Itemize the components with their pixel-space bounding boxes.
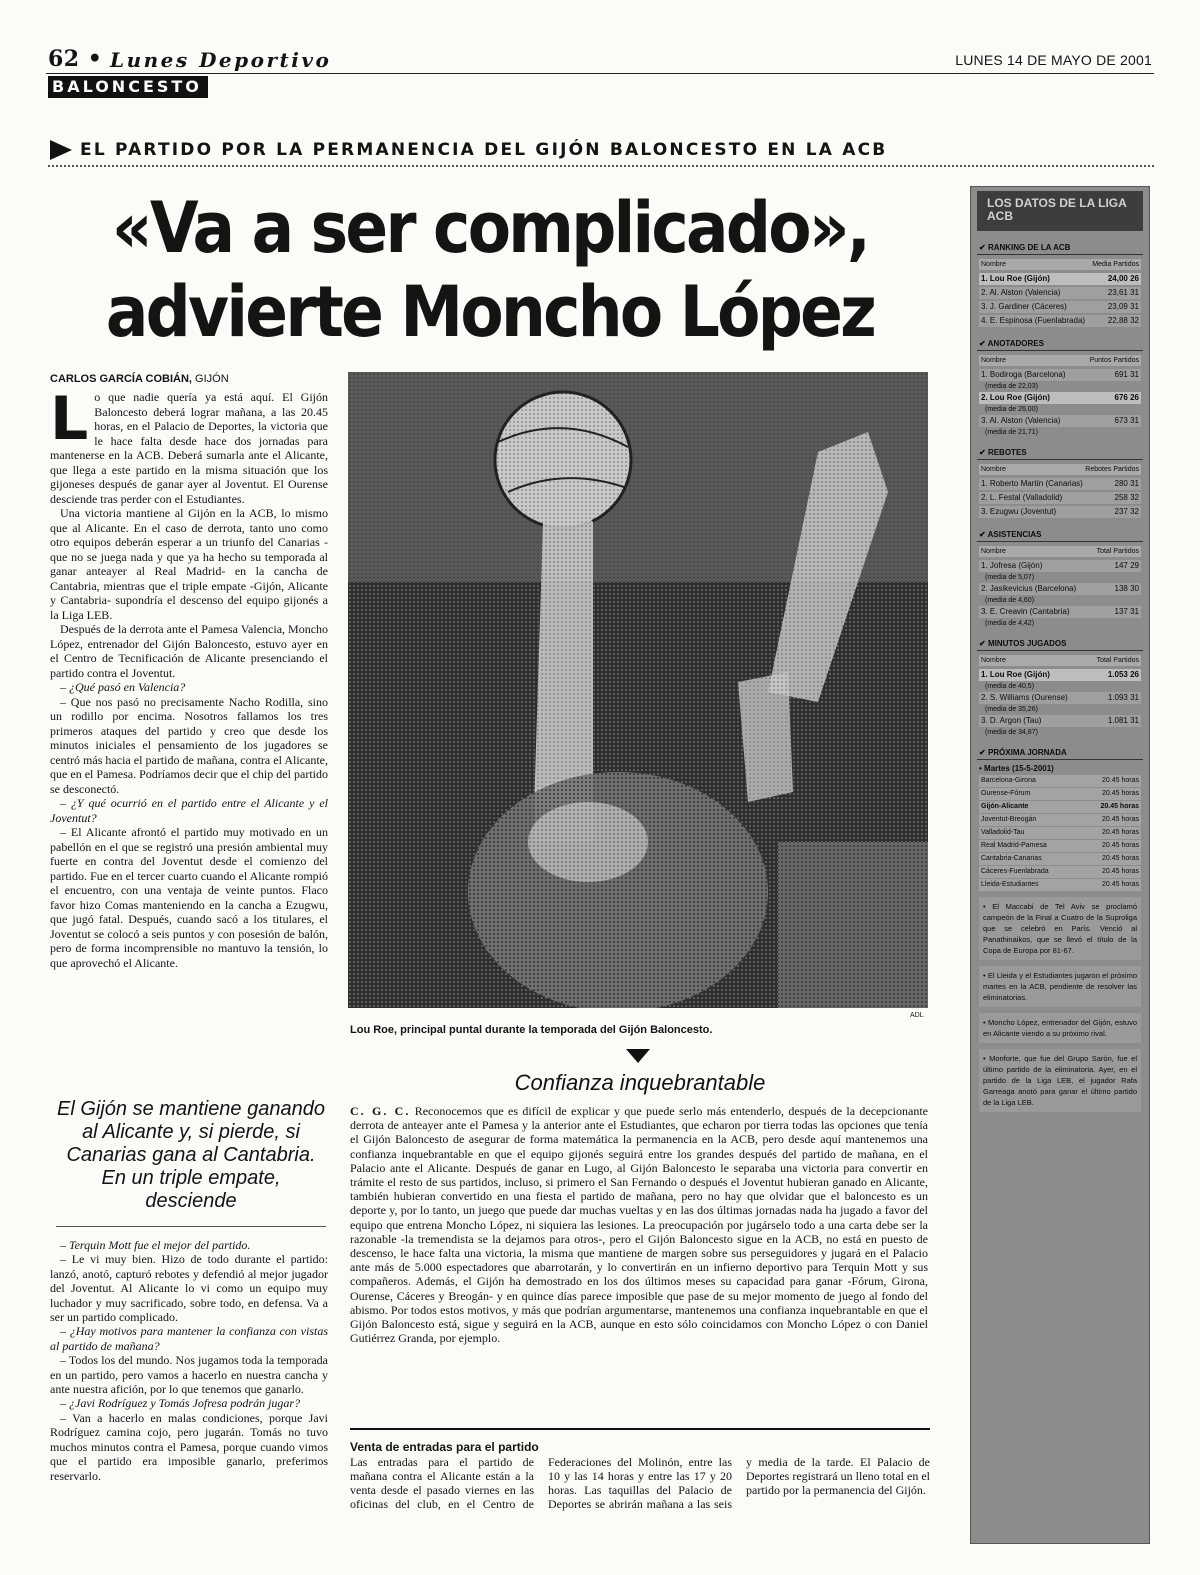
byline-author: CARLOS GARCÍA COBIÁN, (50, 373, 192, 385)
interview-answer: – Todos los del mundo. Nos jugamos toda la temporada en un partido, pero vamos a hacerlo en nuestra cancha y ante nuestra afición, por lo que tenemos que ganarlo. (50, 1353, 328, 1397)
interview-question: – Terquin Mott fue el mejor del partido. (60, 1238, 251, 1252)
pull-quote-rule (56, 1226, 326, 1227)
sidebar-row: 1. Jofresa (Gijón) 147 29 (981, 561, 1139, 570)
sidebar-match-date: • Martes (15-5-2001) (979, 764, 1054, 773)
sidebar-row: 3. E. Creavin (Cantabria) 137 31 (981, 607, 1139, 616)
opinion-rule (350, 1428, 930, 1430)
sidebar-note: (media de 35,26) (985, 706, 1038, 713)
sidebar-match: Cantabria-Canarias 20.45 horas (979, 853, 1141, 865)
interview-answer: – El Alicante afrontó el partido muy motivado en un pabellón en el que se registró una presión ambiental muy fuerte en contra del Joventut desde el comienzo del partido. Fue en el tercer cuarto cuando el Alicante rompió el encuentro, con una ventaja de veinte puntos. Flaco favor hizo Comas manteniendo en la cancha a Ezugwu, que jugó fatal. Después, cuando sacó a los titulares, el Joventut se colocó a seis puntos y con posesión de balón, pero de forma incomprensible no mantuvo la tensión, lo que aprovechó el Alicante. (50, 825, 328, 970)
sidebar-row: 2. Lou Roe (Gijón) 676 26 (981, 393, 1139, 402)
opinion-body (350, 1104, 928, 1345)
photo-credit: ADL (910, 1012, 924, 1019)
pull-quote: El Gijón se mantiene ganando al Alicante y, si pierde, si Canarias gana al Cantabria. En un triple empate, desciende (57, 1098, 325, 1212)
stats-sidebar (970, 186, 1150, 1544)
tickets-body: Las entradas para el partido de mañana contra el Alicante están a la venta desde el pasado viernes en las oficinas del club, en el Centro de Federaciones del Molinón, entre las 10 y las 14 horas y entre las 17 y 20 horas. Las taquillas del Palacio de Deportes se abrirán mañana a las seis y media de la tarde. El Palacio de Deportes registrará un lleno total en el partido por la permanencia del Gijón. (350, 1455, 930, 1511)
article-column (50, 384, 329, 970)
article-paragraph: Lo que nadie quería ya está aquí. El Gijón Baloncesto deberá lograr mañana, a las 20.45 horas, en el Palacio de Deportes, la victoria que le hace falta desde hace dos jornadas para mantenerse en la ACB. Deberá sumarla ante el Alicante, que llega a este partido en la misma situación que los gijoneses después de ganar ayer al Joventut. El Ourense desciende tras perder con el Estudiantes. (50, 384, 328, 506)
sidebar-row: 3. Al. Alston (Valencia) 673 31 (981, 416, 1139, 425)
sidebar-row: 1. Bodiroga (Barcelona) 691 31 (981, 370, 1139, 379)
sidebar-note: (media de 4,42) (985, 620, 1035, 627)
sidebar-title: LOS DATOS DE LA LIGA ACB (977, 191, 1143, 231)
sidebar-match: Valladolid-Tau 20.45 horas (979, 827, 1141, 839)
news-photo (348, 372, 928, 1008)
sidebar-row: 2. Jasikevicius (Barcelona) 138 30 (981, 584, 1139, 593)
sidebar-match: Gijón-Alicante 20.45 horas (979, 801, 1141, 813)
article-paragraph: Después de la derrota ante el Pamesa Valencia, Moncho López, entrenador del Gijón Baloncesto, estuvo ayer en el Centro de Tecnificación de Alicante presenciando el partido contra el Joventut. (50, 622, 329, 680)
sidebar-note: (media de 21,71) (985, 429, 1038, 436)
sidebar-row: 1. Lou Roe (Gijón) 24,00 26 (981, 274, 1139, 283)
sidebar-row: 3. J. Gardiner (Cáceres) 23,09 31 (981, 302, 1139, 311)
byline-city: GIJÓN (195, 373, 229, 385)
sidebar-row: 2. Al. Alston (Valencia) 23,61 31 (981, 288, 1139, 297)
sidebar-match: Real Madrid-Pamesa 20.45 horas (979, 840, 1141, 852)
sidebar-note: (media de 26,00) (985, 406, 1038, 413)
sidebar-row: 3. D. Argon (Tau) 1.081 31 (981, 716, 1139, 725)
sidebar-section-asistencias: ✔ ASISTENCIAS (977, 528, 1143, 542)
interview-answer: – Le vi muy bien. Hizo de todo durante el partido: lanzó, anotó, capturó rebotes y defendió al mejor jugador del Joventut. Al Alicante lo vi como un equipo muy luchador y muy sacrificado, sobre todo, en defensa. Va a ser un partido complicado. (50, 1252, 328, 1325)
sidebar-table-header: Nombre Total Partidos (981, 657, 1139, 664)
interview-question: – ¿Qué pasó en Valencia? (60, 680, 186, 694)
sidebar-row: 1. Lou Roe (Gijón) 1.053 26 (981, 670, 1139, 679)
drop-cap: L (50, 384, 89, 454)
opinion-signature: C. G. C. (350, 1104, 411, 1118)
sidebar-table-header: Nombre Media Partidos (981, 261, 1139, 268)
headline (103, 186, 877, 354)
opinion-title: Confianza inquebrantable (514, 1070, 766, 1095)
sidebar-section-minutos: ✔ MINUTOS JUGADOS (977, 637, 1143, 651)
sidebar-table-header: Nombre Total Partidos (981, 548, 1139, 555)
interview-question: – ¿Y qué ocurrió en el partido entre el Alicante y el Joventut? (50, 796, 328, 825)
sidebar-section-rebotes: ✔ REBOTES (977, 446, 1143, 460)
section-label: BALONCESTO (48, 76, 208, 98)
photo-caption: Lou Roe, principal puntal durante la temporada del Gijón Baloncesto. (350, 1024, 713, 1036)
sidebar-row: 1. Roberto Martín (Canarias) 280 31 (981, 479, 1139, 488)
publication-name: Lunes Deportivo (110, 48, 332, 72)
opinion-text: Reconocemos que es difícil de explicar y que puede serlo más entenderlo, después de la decepcionante derrota de anteayer ante el Pamesa y la anterior ante el Estudiantes, que echaron por tierra todas las opciones que tenía el Gijón Baloncesto de asegurar de forma matemática la permanencia en la ACB, pero desde aquí mantenemos una confianza inquebrantable en que el equipo gijonés seguirá entre los grandes después del partido de mañana, en el Palacio ante el Alicante. Después de ganar en Lugo, al Gijón Baloncesto le separaba una victoria para convertir en trámite el resto de sus partidos, incluso, si primero el San Fernando o después el Joventut hubieran ganado en Alicante, también hubieran convertido en una fiesta el partido de mañana, pero no hay que olvidar que el baloncesto es un deporte y, por lo tanto, un juego que puede dar muchas vueltas y en las dos últimas jornadas nada ha jugado a favor del equipo que entrena Moncho López, ni siquiera las lesiones. La preocupación por jugárselo todo a una carta debe ser la razonable -la tremendista se la dejamos para otros-, pero el Gijón Baloncesto sigue en la ACB, no está en puesto de descenso, le hace falta una victoria, la misma que mantiene de margen sobre sus perseguidores y jugará en el Palacio ante más de 5.000 espectadores que abarrotarán, y lo convertirán en un infierno deportivo para Terquin Mott y sus compañeros. Además, el Gijón ha demostrado en los dos últimos meses su capacidad para ganar -Fórum, Girona, Ourense, Cáceres y Breogán- y en quince días parece imposible que pase de su mejor momento de juego al fondo del abismo. Por todos estos motivos, y más que podrían argumentarse, mantenemos una confianza inquebrantable en que el Gijón Baloncesto está, sigue y seguirá en la ACB, aunque en esto sólo coincidamos con Moncho López o con Daniel Gutiérrez Granda, por ejemplo. (350, 1104, 928, 1346)
arrow-down-icon (626, 1049, 650, 1063)
issue-date: LUNES 14 DE MAYO DE 2001 (955, 52, 1152, 68)
article-column-continued (50, 1238, 328, 1483)
headline-line-1: «Va a ser complicado», (111, 187, 869, 269)
sidebar-row: 2. L. Festal (Valladolid) 258 32 (981, 493, 1139, 502)
kicker-text: EL PARTIDO POR LA PERMANENCIA DEL GIJÓN BALONCESTO EN LA ACB (80, 140, 888, 160)
sidebar-news-item: • El Lleida y el Estudiantes jugaron el próximo martes en la ACB, pendiente de resolver las eliminatorias. (979, 966, 1141, 1007)
sidebar-match: Cáceres-Fuenlabrada 20.45 horas (979, 866, 1141, 878)
sidebar-match: Joventut-Breogán 20.45 horas (979, 814, 1141, 826)
sidebar-section-anotadores: ✔ ANOTADORES (977, 337, 1143, 351)
sidebar-note: (media de 4,60) (985, 597, 1035, 604)
sidebar-note: (media de 40,5) (985, 683, 1035, 690)
sidebar-section-jornada: ✔ PRÓXIMA JORNADA (977, 746, 1143, 760)
interview-answer: – Que nos pasó no precisamente Nacho Rodilla, sino un rodillo por encima. Nosotros fallamos los tres primeros ataques del partido y creo que desde los minutos iniciales el pensamiento de los jugadores se centró más hacia el partido de mañana, contra el Alicante, que en el Pamesa. Podríamos decir que el chip del partido se desconectó. (50, 694, 328, 796)
sidebar-row: 2. S. Williams (Ourense) 1.093 31 (981, 693, 1139, 702)
sidebar-news-item: • Moncho López, entrenador del Gijón, estuvo en Alicante viendo a su próximo rival. (979, 1013, 1141, 1043)
sidebar-note: (media de 34,87) (985, 729, 1038, 736)
interview-answer: – Van a hacerlo en malas condiciones, porque Javi Rodríguez camina cojo, pero jugarán. Tomás no tuvo muchos minutos contra el Pamesa, porque cuando vimos que el partido era imposible ganarlo, preferimos reservarlo. (50, 1410, 328, 1483)
sidebar-table-header: Nombre Puntos Partidos (981, 357, 1139, 364)
sidebar-section-ranking: ✔ RANKING DE LA ACB (977, 241, 1143, 255)
sidebar-note: (media de 22,03) (985, 383, 1038, 390)
sidebar-match: Lleida-Estudiantes 20.45 horas (979, 879, 1141, 891)
sidebar-news-item: • El Maccabi de Tel Aviv se proclamó campeón de la Final a Cuatro de la Suproliga que se celebró en París. Venció al Panathinaikos, que se llevó el título de la Copa de Europa por 81-67. (979, 897, 1141, 960)
arrow-right-icon (50, 140, 72, 160)
sidebar-row: 3. Ezugwu (Joventut) 237 32 (981, 507, 1139, 516)
basketball-photo-illustration (348, 372, 928, 1008)
header-rule (46, 73, 1154, 74)
sidebar-note: (media de 5,07) (985, 574, 1035, 581)
page-number: 62 • (48, 46, 103, 72)
sidebar-table-header: Nombre Rebotes Partidos (981, 466, 1139, 473)
sidebar-news-item: • Monforte, que fue del Grupo Sarón, fue el último partido de la eliminatoria. Ayer, en el partido de la Liga LEB, el jugador Rafa Garreaga anotó para ganar el último partido de la Liga LEB. (979, 1049, 1141, 1112)
kicker (50, 140, 887, 160)
kicker-dotted-rule (48, 165, 1154, 167)
tickets-title: Venta de entradas para el partido (350, 1440, 539, 1454)
sidebar-row: 4. E. Espinosa (Fuenlabrada) 22,88 32 (981, 316, 1139, 325)
article-paragraph: Una victoria mantiene al Gijón en la ACB, lo mismo que al Alicante. En el caso de derrota, tanto uno como otro equipos deberán esperar a un triunfo del Canarias -que no se juega nada y que ya ha hecho su temporada al ganar anteayer al Real Madrid- en la cancha de Cantabria, mientras que el triple empate -Gijón, Alicante y Cantabria- supondría el descenso del equipo gijonés a la Liga LEB. (50, 506, 328, 622)
basketball-icon (495, 392, 631, 528)
sidebar-match: Barcelona-Girona 20.45 horas (979, 775, 1141, 787)
interview-question: – ¿Javi Rodríguez y Tomás Jofresa podrán jugar? (60, 1396, 301, 1411)
sidebar-match: Ourense-Fórum 20.45 horas (979, 788, 1141, 800)
interview-question: – ¿Hay motivos para mantener la confianza con vistas al partido de mañana? (50, 1324, 328, 1353)
headline-line-2: advierte Moncho López (105, 271, 875, 353)
